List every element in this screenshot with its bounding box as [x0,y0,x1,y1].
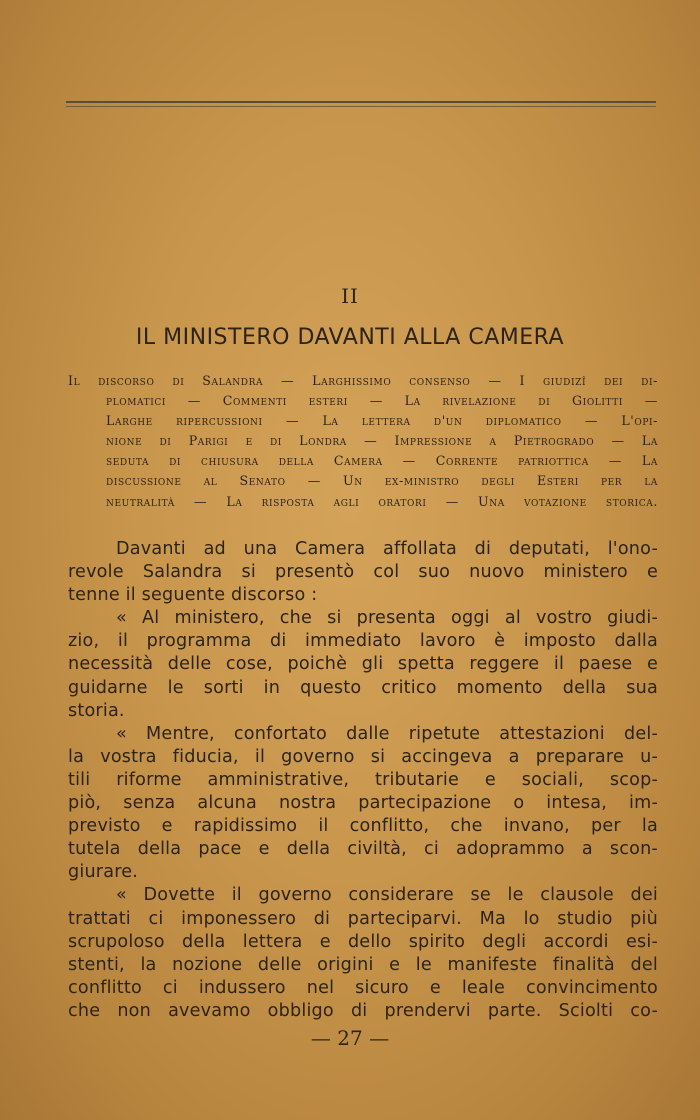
summary-line: Il discorso di Salandra — Larghissimo consenso — I giudizî dei di- [68,373,658,388]
summary-line: nione di Parigi e di Londra — Impressione a Pietrogrado — La [106,433,658,449]
body-line: trattati ci imponessero di parteciparvi. Ma lo studio più [68,908,658,929]
body-line: tenne il seguente discorso : [68,585,318,606]
body-line: « Al ministero, che si presenta oggi al vostro giudi- [116,608,658,629]
body-line: giurare. [68,862,139,883]
body-line: piò, senza alcuna nostra partecipazione o intesa, im- [68,793,658,814]
body-line: revole Salandra si presentò col suo nuovo ministero e [68,562,658,583]
header-rule [66,101,656,103]
chapter-number: II [341,284,359,308]
body-line: tili riforme amministrative, tributarie e sociali, scop- [68,769,658,790]
body-line: stenti, la nozione delle origini e le manifeste finalità del [68,954,658,975]
header-rule-thin [66,106,656,107]
page-number: — 27 — [310,1026,390,1050]
chapter-summary [68,371,658,512]
chapter-title: IL MINISTERO DAVANTI ALLA CAMERA [135,325,565,350]
body-line: tutela della pace e della civiltà, ci adoprammo a scon- [68,839,658,860]
body-text [68,538,658,1023]
body-line: guidarne le sorti in questo critico momento della sua [68,677,658,698]
body-line: la vostra fiducia, il governo si accingeva a preparare u- [68,746,658,767]
body-line: storia. [68,700,125,721]
summary-line: neutralità — La risposta agli oratori — Una votazione storica. [106,493,658,509]
summary-line: plomatici — Commenti esteri — La rivelazione di Giolitti — [106,393,658,409]
summary-line: seduta di chiusura della Camera — Corrente patriottica — La [106,453,658,469]
body-line: Davanti ad una Camera affollata di deputati, l'ono- [116,539,658,559]
summary-line: discussione al Senato — Un ex-ministro degli Esteri per la [106,473,658,489]
summary-line: Larghe ripercussioni — La lettera d'un diplomatico — L'opi- [106,413,658,429]
body-line: zio, il programma di immediato lavoro è imposto dalla [68,631,658,652]
body-line: conflitto ci indussero nel sicuro e leale convincimento [68,977,658,998]
body-line: scrupoloso della lettera e dello spirito degli accordi esi- [68,931,658,952]
body-line: previsto e rapidissimo il conflitto, che invano, per la [68,816,658,837]
body-line: « Dovette il governo considerare se le clausole dei [116,885,658,906]
body-line: necessità delle cose, poichè gli spetta reggere il paese e [68,654,658,675]
body-line: « Mentre, confortato dalle ripetute attestazioni del- [116,723,658,744]
body-line: che non avevamo obbligo di prendervi parte. Sciolti co- [68,1000,658,1021]
